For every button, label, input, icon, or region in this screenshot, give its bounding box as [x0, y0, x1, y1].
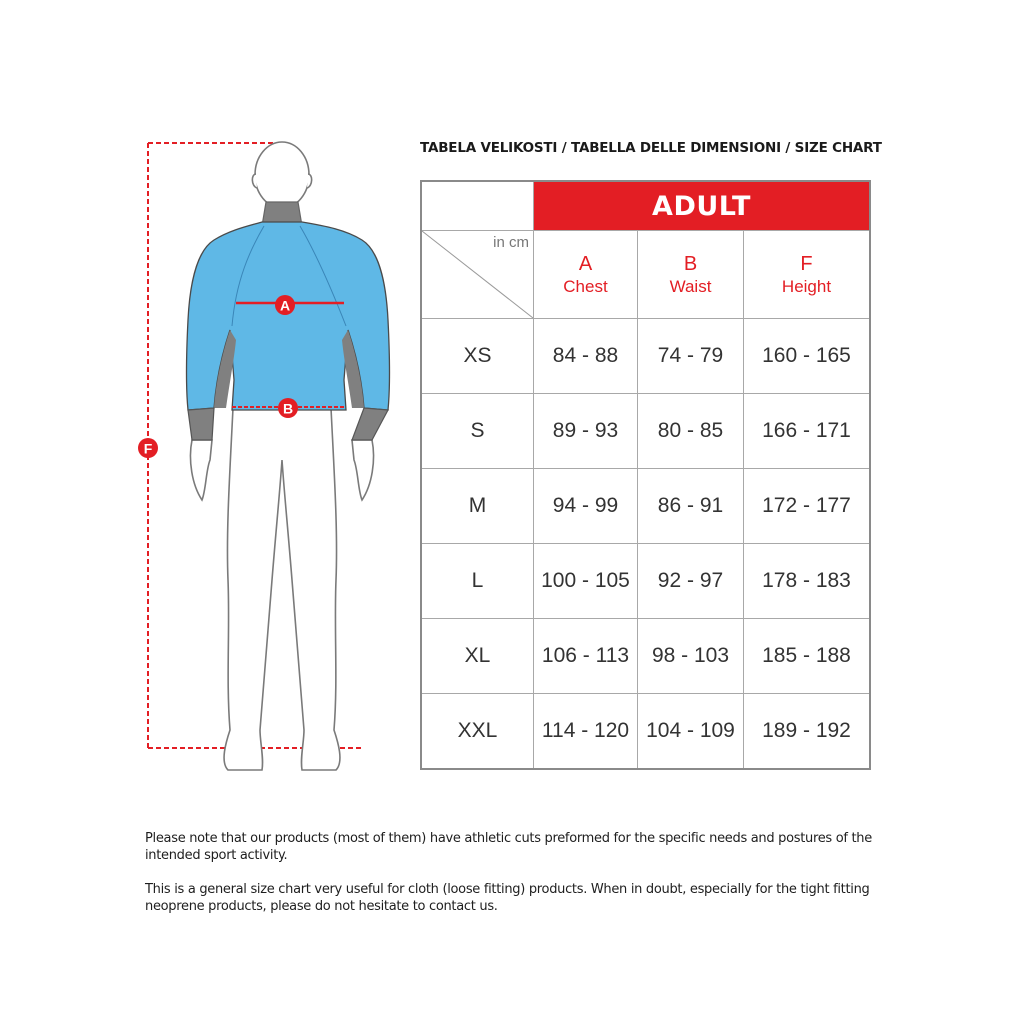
column-letter: A: [578, 252, 593, 275]
waist-cell: 104 - 109: [638, 694, 744, 770]
body-measurement-figure: [130, 130, 410, 790]
marker-f-label: F: [143, 440, 153, 457]
note-athletic-cuts: Please note that our products (most of them) have athletic cuts preformed for the specific needs and postures of the intended sport activity.: [145, 831, 872, 863]
marker-a-label: A: [279, 297, 291, 314]
height-cell: 160 - 165: [744, 319, 871, 394]
column-name: Chest: [563, 276, 608, 296]
waist-cell: 74 - 79: [638, 319, 744, 394]
table-row: [421, 319, 870, 394]
size-cell: XS: [421, 319, 534, 394]
size-cell: S: [421, 394, 534, 469]
note-general-size: This is a general size chart very useful for cloth (loose fitting) products. When in doubt, especially for the tight fitting neoprene products, please do not hesitate to contact us.: [145, 882, 870, 914]
chest-cell: 114 - 120: [534, 694, 638, 770]
marker-b: [278, 398, 298, 418]
size-table: [420, 180, 871, 770]
column-header-waist: [638, 231, 744, 319]
table-row: [421, 694, 870, 770]
unit-cell: [421, 231, 534, 319]
table-group-row: [421, 181, 870, 231]
chest-cell: 94 - 99: [534, 469, 638, 544]
column-header-height: [744, 231, 871, 319]
waist-cell: 98 - 103: [638, 619, 744, 694]
column-letter: F: [800, 252, 813, 275]
marker-f: [138, 438, 158, 458]
unit-label: in cm: [493, 234, 529, 251]
height-cell: 189 - 192: [744, 694, 871, 770]
chest-cell: 106 - 113: [534, 619, 638, 694]
table-row: [421, 394, 870, 469]
chart-title: TABELA VELIKOSTI / TABELLA DELLE DIMENSIONI / SIZE CHART: [420, 140, 882, 156]
size-cell: M: [421, 469, 534, 544]
adult-header: ADULT: [534, 181, 871, 231]
marker-a: [275, 295, 295, 315]
column-letter: B: [683, 252, 698, 275]
height-cell: 172 - 177: [744, 469, 871, 544]
chest-cell: 100 - 105: [534, 544, 638, 619]
waist-cell: 80 - 85: [638, 394, 744, 469]
table-row: [421, 619, 870, 694]
height-cell: 185 - 188: [744, 619, 871, 694]
column-name: Height: [781, 276, 832, 296]
marker-b-label: B: [282, 400, 294, 417]
column-name: Waist: [669, 276, 712, 296]
table-row: [421, 544, 870, 619]
chest-cell: 84 - 88: [534, 319, 638, 394]
chest-cell: 89 - 93: [534, 394, 638, 469]
height-cell: 166 - 171: [744, 394, 871, 469]
waist-cell: 86 - 91: [638, 469, 744, 544]
size-cell: L: [421, 544, 534, 619]
table-header-row: [421, 231, 870, 319]
table-row: [421, 469, 870, 544]
waist-cell: 92 - 97: [638, 544, 744, 619]
size-cell: XL: [421, 619, 534, 694]
empty-corner-top: [421, 181, 534, 231]
height-cell: 178 - 183: [744, 544, 871, 619]
column-header-chest: [534, 231, 638, 319]
size-cell: XXL: [421, 694, 534, 770]
